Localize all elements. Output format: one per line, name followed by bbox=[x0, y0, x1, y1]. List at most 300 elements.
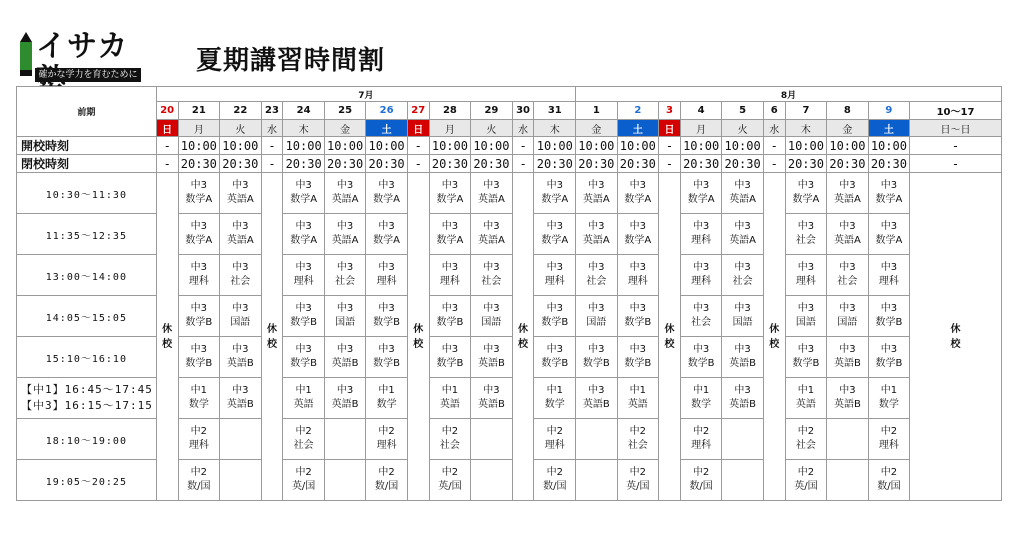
date-cell: 30 bbox=[512, 102, 534, 120]
lesson-text: 中2 bbox=[546, 467, 563, 478]
lesson-text: 中3 bbox=[336, 385, 354, 396]
close-time-cell: - bbox=[659, 155, 681, 173]
lesson-cell bbox=[366, 296, 407, 337]
lesson-text: 中2 bbox=[880, 426, 898, 437]
lesson-text: 英語A bbox=[833, 235, 861, 246]
lesson-text: 中3 bbox=[336, 221, 354, 232]
closed-day-cell bbox=[261, 173, 283, 501]
lesson-cell bbox=[868, 296, 909, 337]
lesson-text: 社会 bbox=[691, 317, 712, 328]
lesson-text: 中3 bbox=[483, 303, 500, 314]
lesson-text: 中2 bbox=[692, 467, 710, 478]
lesson-cell bbox=[576, 296, 617, 337]
lesson-cell bbox=[785, 337, 826, 378]
lesson-text: 中3 bbox=[483, 344, 500, 355]
lesson-text: 英/国 bbox=[794, 481, 818, 492]
lesson-cell bbox=[785, 214, 826, 255]
lesson-text: 英語A bbox=[729, 194, 757, 205]
timetable-table bbox=[16, 86, 1002, 501]
lesson-text: 中3 bbox=[190, 262, 208, 273]
lesson-text: 中3 bbox=[441, 180, 459, 191]
lesson-cell bbox=[283, 378, 324, 419]
lesson-text: 中2 bbox=[797, 426, 815, 437]
lesson-text: 中3 bbox=[190, 344, 208, 355]
lesson-text: 中3 bbox=[880, 262, 898, 273]
lesson-text: 中2 bbox=[546, 426, 563, 437]
open-time-label: 開校時刻 bbox=[17, 137, 157, 155]
lesson-text: 数/国 bbox=[187, 481, 211, 492]
lesson-text: 中3 bbox=[692, 221, 710, 232]
lesson-cell bbox=[617, 460, 658, 501]
lesson-text: 英語B bbox=[729, 358, 757, 369]
lesson-text: 中3 bbox=[295, 344, 312, 355]
lesson-cell bbox=[785, 255, 826, 296]
lesson-text: 中1 bbox=[295, 385, 312, 396]
lesson-cell bbox=[471, 255, 512, 296]
time-slot-label-line: 【中1】16:45〜17:45 bbox=[21, 383, 153, 396]
weekday-cell: 日 bbox=[659, 120, 681, 137]
lesson-text: 理科 bbox=[439, 276, 460, 287]
lesson-text: 数学B bbox=[436, 317, 464, 328]
close-time-cell: 20:30 bbox=[429, 155, 470, 173]
close-time-cell: - bbox=[763, 155, 785, 173]
lesson-text: 数学A bbox=[541, 235, 569, 246]
lesson-text: 中3 bbox=[546, 221, 563, 232]
lesson-text: 中3 bbox=[839, 385, 856, 396]
lesson-text: 英語 bbox=[795, 399, 816, 410]
weekday-cell: 金 bbox=[324, 120, 365, 137]
pencil-icon bbox=[18, 32, 34, 76]
open-time-cell: 10:00 bbox=[220, 137, 261, 155]
lesson-text: 理科 bbox=[188, 440, 209, 451]
lesson-cell bbox=[868, 419, 909, 460]
lesson-text: 中3 bbox=[295, 221, 312, 232]
closed-day-cell bbox=[407, 173, 429, 501]
lesson-cell bbox=[617, 173, 658, 214]
lesson-cell bbox=[617, 378, 658, 419]
lesson-cell bbox=[429, 296, 470, 337]
weekday-cell: 金 bbox=[576, 120, 617, 137]
lesson-text: 理科 bbox=[544, 440, 565, 451]
open-time-cell: 10:00 bbox=[429, 137, 470, 155]
lesson-text: 中3 bbox=[483, 385, 500, 396]
lesson-text: 中3 bbox=[232, 344, 249, 355]
lesson-cell bbox=[534, 378, 576, 419]
lesson-text: 英語 bbox=[293, 399, 314, 410]
lesson-cell bbox=[366, 255, 407, 296]
lesson-cell bbox=[429, 337, 470, 378]
lesson-cell bbox=[178, 460, 219, 501]
lesson-text: 中3 bbox=[629, 221, 646, 232]
lesson-text: 中3 bbox=[839, 180, 856, 191]
lesson-text: 社会 bbox=[795, 440, 816, 451]
lesson-cell bbox=[220, 419, 261, 460]
lesson-text: 英語B bbox=[331, 399, 359, 410]
lesson-text: 数学B bbox=[687, 358, 715, 369]
lesson-cell bbox=[471, 296, 512, 337]
lesson-cell bbox=[722, 255, 763, 296]
close-time-cell: 20:30 bbox=[534, 155, 576, 173]
lesson-text: 数学B bbox=[875, 358, 903, 369]
lesson-text: 理科 bbox=[376, 440, 397, 451]
lesson-text: 数学B bbox=[541, 317, 569, 328]
open-time-cell: 10:00 bbox=[283, 137, 324, 155]
lesson-cell bbox=[324, 460, 365, 501]
date-cell: 25 bbox=[324, 102, 365, 120]
lesson-text: 中3 bbox=[336, 180, 354, 191]
lesson-text: 英語A bbox=[226, 235, 254, 246]
weekday-cell: 水 bbox=[261, 120, 283, 137]
lesson-text: 中3 bbox=[629, 303, 646, 314]
lesson-cell bbox=[827, 296, 868, 337]
open-time-cell: 10:00 bbox=[680, 137, 721, 155]
lesson-cell bbox=[722, 214, 763, 255]
lesson-text: 中3 bbox=[692, 262, 710, 273]
weekday-cell: 水 bbox=[763, 120, 785, 137]
lesson-cell bbox=[283, 419, 324, 460]
lesson-text: 中3 bbox=[734, 385, 751, 396]
lesson-text: 英語A bbox=[833, 194, 861, 205]
weekday-cell: 水 bbox=[512, 120, 534, 137]
lesson-text: 数学A bbox=[624, 235, 652, 246]
lesson-cell bbox=[868, 337, 909, 378]
lesson-text: 中1 bbox=[629, 385, 646, 396]
lesson-cell bbox=[680, 214, 721, 255]
close-time-cell: 20:30 bbox=[283, 155, 324, 173]
lesson-text: 英語A bbox=[582, 194, 610, 205]
weekday-cell: 土 bbox=[366, 120, 407, 137]
date-cell: 23 bbox=[261, 102, 283, 120]
lesson-text: 英語B bbox=[226, 399, 254, 410]
lesson-cell bbox=[178, 337, 219, 378]
lesson-cell bbox=[220, 378, 261, 419]
lesson-text: 中3 bbox=[295, 180, 312, 191]
lesson-cell bbox=[471, 419, 512, 460]
lesson-text: 国語 bbox=[230, 317, 251, 328]
weekday-cell: 火 bbox=[220, 120, 261, 137]
lesson-text: 数学B bbox=[541, 358, 569, 369]
lesson-text: 理科 bbox=[878, 276, 899, 287]
lesson-text: 中3 bbox=[441, 221, 459, 232]
date-cell: 27 bbox=[407, 102, 429, 120]
closed-label: 休校 bbox=[769, 323, 780, 350]
lesson-text: 数/国 bbox=[877, 481, 901, 492]
lesson-text: 英語B bbox=[477, 358, 505, 369]
lesson-cell bbox=[827, 173, 868, 214]
lesson-text: 中3 bbox=[588, 344, 605, 355]
lesson-text: 中3 bbox=[880, 221, 898, 232]
closed-label: 休校 bbox=[266, 323, 277, 350]
lesson-cell bbox=[576, 337, 617, 378]
lesson-text: 中3 bbox=[336, 303, 354, 314]
lesson-text: 理科 bbox=[627, 276, 648, 287]
lesson-text: 数/国 bbox=[689, 481, 713, 492]
lesson-cell bbox=[471, 214, 512, 255]
lesson-cell bbox=[324, 255, 365, 296]
lesson-cell bbox=[827, 214, 868, 255]
lesson-cell bbox=[576, 214, 617, 255]
lesson-text: 中3 bbox=[546, 262, 563, 273]
open-time-cell: - bbox=[659, 137, 681, 155]
lesson-cell bbox=[785, 173, 826, 214]
lesson-cell bbox=[827, 378, 868, 419]
close-time-cell: - bbox=[261, 155, 283, 173]
lesson-text: 中3 bbox=[190, 303, 208, 314]
lesson-text: 国語 bbox=[837, 317, 858, 328]
lesson-text: 中1 bbox=[880, 385, 898, 396]
lesson-text: 中3 bbox=[692, 180, 710, 191]
lesson-text: 英/国 bbox=[626, 481, 650, 492]
lesson-cell bbox=[680, 378, 721, 419]
open-time-cell: 10:00 bbox=[534, 137, 576, 155]
lesson-text: 中3 bbox=[839, 303, 856, 314]
weekday-cell: 日 bbox=[407, 120, 429, 137]
close-time-cell: 20:30 bbox=[827, 155, 868, 173]
lesson-text: 中2 bbox=[295, 467, 312, 478]
lesson-text: 中3 bbox=[483, 221, 500, 232]
lesson-cell bbox=[534, 296, 576, 337]
lesson-text: 中3 bbox=[378, 262, 395, 273]
lesson-text: 数学B bbox=[582, 358, 610, 369]
lesson-cell bbox=[324, 173, 365, 214]
lesson-cell bbox=[576, 378, 617, 419]
date-cell: 6 bbox=[763, 102, 785, 120]
close-time-cell: 20:30 bbox=[324, 155, 365, 173]
lesson-cell bbox=[220, 460, 261, 501]
lesson-cell bbox=[722, 460, 763, 501]
close-time-cell: 20:30 bbox=[722, 155, 763, 173]
lesson-text: 中3 bbox=[797, 344, 815, 355]
closed-day-cell bbox=[910, 173, 1002, 501]
open-time-cell: - bbox=[156, 137, 178, 155]
lesson-text: 中3 bbox=[546, 344, 563, 355]
lesson-cell bbox=[827, 419, 868, 460]
lesson-cell bbox=[429, 255, 470, 296]
lesson-text: 中3 bbox=[734, 221, 751, 232]
lesson-cell bbox=[785, 296, 826, 337]
lesson-cell bbox=[576, 255, 617, 296]
closed-day-cell bbox=[659, 173, 681, 501]
close-time-cell: 20:30 bbox=[617, 155, 658, 173]
lesson-cell bbox=[827, 460, 868, 501]
lesson-text: 数学 bbox=[188, 399, 209, 410]
lesson-text: 社会 bbox=[586, 276, 607, 287]
open-time-cell: - bbox=[512, 137, 534, 155]
lesson-text: 数/国 bbox=[543, 481, 567, 492]
closed-label: 休校 bbox=[518, 323, 529, 350]
lesson-cell bbox=[178, 255, 219, 296]
lesson-cell bbox=[722, 296, 763, 337]
lesson-text: 英語B bbox=[833, 358, 861, 369]
open-time-cell: 10:00 bbox=[617, 137, 658, 155]
lesson-cell bbox=[534, 255, 576, 296]
lesson-text: 中3 bbox=[190, 180, 208, 191]
lesson-cell bbox=[617, 419, 658, 460]
lesson-text: 理科 bbox=[795, 276, 816, 287]
date-cell: 1 bbox=[576, 102, 617, 120]
lesson-text: 中3 bbox=[483, 262, 500, 273]
lesson-cell bbox=[366, 460, 407, 501]
closed-day-cell bbox=[763, 173, 785, 501]
lesson-text: 中3 bbox=[588, 221, 605, 232]
open-time-cell: 10:00 bbox=[722, 137, 763, 155]
lesson-text: 理科 bbox=[878, 440, 899, 451]
lesson-cell bbox=[178, 296, 219, 337]
lesson-text: 英語B bbox=[331, 358, 359, 369]
time-slot-label: 13:00〜14:00 bbox=[17, 255, 157, 296]
lesson-text: 英語B bbox=[729, 399, 757, 410]
open-time-cell: - bbox=[407, 137, 429, 155]
lesson-text: 社会 bbox=[627, 440, 648, 451]
lesson-cell bbox=[471, 173, 512, 214]
lesson-cell bbox=[220, 337, 261, 378]
lesson-text: 英語A bbox=[331, 194, 359, 205]
lesson-text: 数学 bbox=[544, 399, 565, 410]
lesson-cell bbox=[429, 419, 470, 460]
weekday-cell: 月 bbox=[680, 120, 721, 137]
lesson-text: 中1 bbox=[441, 385, 459, 396]
lesson-cell bbox=[534, 419, 576, 460]
open-time-cell: 10:00 bbox=[366, 137, 407, 155]
close-time-cell: 20:30 bbox=[576, 155, 617, 173]
lesson-text: 中3 bbox=[839, 262, 856, 273]
lesson-text: 中2 bbox=[441, 467, 459, 478]
lesson-text: 中2 bbox=[378, 426, 395, 437]
date-cell: 10〜17 bbox=[910, 102, 1002, 120]
month-header-july: 7月 bbox=[156, 87, 575, 102]
lesson-text: 中3 bbox=[880, 303, 898, 314]
lesson-cell bbox=[471, 460, 512, 501]
lesson-text: 数学A bbox=[541, 194, 569, 205]
close-time-cell: 20:30 bbox=[680, 155, 721, 173]
lesson-text: 中3 bbox=[295, 262, 312, 273]
lesson-cell bbox=[534, 460, 576, 501]
lesson-cell bbox=[827, 255, 868, 296]
lesson-text: 英/国 bbox=[438, 481, 462, 492]
lesson-cell bbox=[178, 378, 219, 419]
lesson-cell bbox=[722, 378, 763, 419]
lesson-text: 英語B bbox=[477, 399, 505, 410]
lesson-cell bbox=[722, 337, 763, 378]
lesson-text: 中3 bbox=[734, 344, 751, 355]
date-cell: 21 bbox=[178, 102, 219, 120]
lesson-cell bbox=[534, 214, 576, 255]
lesson-cell bbox=[785, 378, 826, 419]
lesson-text: 中2 bbox=[629, 467, 646, 478]
lesson-text: 中1 bbox=[378, 385, 395, 396]
lesson-text: 国語 bbox=[586, 317, 607, 328]
lesson-text: 中2 bbox=[441, 426, 459, 437]
lesson-cell bbox=[680, 419, 721, 460]
lesson-cell bbox=[471, 337, 512, 378]
lesson-text: 中1 bbox=[692, 385, 710, 396]
date-cell: 5 bbox=[722, 102, 763, 120]
close-time-cell: 20:30 bbox=[220, 155, 261, 173]
lesson-text: 中3 bbox=[880, 180, 898, 191]
lesson-text: 国語 bbox=[481, 317, 502, 328]
lesson-text: 中2 bbox=[295, 426, 312, 437]
lesson-text: 中3 bbox=[483, 180, 500, 191]
lesson-text: 社会 bbox=[293, 440, 314, 451]
lesson-text: 数学B bbox=[624, 358, 652, 369]
lesson-cell bbox=[366, 173, 407, 214]
lesson-text: 数学 bbox=[878, 399, 899, 410]
lesson-text: 中3 bbox=[588, 385, 605, 396]
lesson-cell bbox=[868, 460, 909, 501]
date-cell: 9 bbox=[868, 102, 909, 120]
page-title: 夏期講習時間割 bbox=[196, 46, 386, 76]
lesson-cell bbox=[680, 255, 721, 296]
date-cell: 31 bbox=[534, 102, 576, 120]
time-slot-label: 18:10〜19:00 bbox=[17, 419, 157, 460]
lesson-text: 数学A bbox=[436, 194, 464, 205]
lesson-cell bbox=[178, 214, 219, 255]
closed-day-cell bbox=[156, 173, 178, 501]
lesson-text: 数学B bbox=[875, 317, 903, 328]
lesson-text: 社会 bbox=[732, 276, 753, 287]
weekday-cell: 金 bbox=[827, 120, 868, 137]
open-time-cell: - bbox=[261, 137, 283, 155]
lesson-text: 数学A bbox=[875, 235, 903, 246]
lesson-text: 理科 bbox=[691, 235, 712, 246]
lesson-text: 数学A bbox=[792, 194, 820, 205]
lesson-cell bbox=[868, 378, 909, 419]
lesson-text: 数学B bbox=[185, 358, 213, 369]
lesson-cell bbox=[617, 296, 658, 337]
lesson-text: 中2 bbox=[629, 426, 646, 437]
lesson-text: 英語B bbox=[582, 399, 610, 410]
lesson-text: 数学B bbox=[436, 358, 464, 369]
time-slot-label: 15:10〜16:10 bbox=[17, 337, 157, 378]
lesson-text: 数学B bbox=[624, 317, 652, 328]
lesson-text: 社会 bbox=[439, 440, 460, 451]
lesson-text: 社会 bbox=[335, 276, 356, 287]
lesson-text: 数学B bbox=[373, 358, 401, 369]
lesson-text: 中3 bbox=[692, 303, 710, 314]
lesson-cell bbox=[324, 296, 365, 337]
lesson-text: 数学A bbox=[436, 235, 464, 246]
time-slot-label: 10:30〜11:30 bbox=[17, 173, 157, 214]
lesson-text: 中3 bbox=[629, 262, 646, 273]
lesson-text: 中3 bbox=[378, 303, 395, 314]
close-time-cell: - bbox=[512, 155, 534, 173]
lesson-text: 中3 bbox=[692, 344, 710, 355]
date-cell: 22 bbox=[220, 102, 261, 120]
date-cell: 20 bbox=[156, 102, 178, 120]
lesson-cell bbox=[324, 378, 365, 419]
close-time-cell: 20:30 bbox=[471, 155, 512, 173]
lesson-cell bbox=[366, 337, 407, 378]
lesson-text: 中3 bbox=[232, 262, 249, 273]
lesson-text: 数学A bbox=[687, 194, 715, 205]
lesson-text: 中3 bbox=[797, 262, 815, 273]
lesson-text: 英語 bbox=[627, 399, 648, 410]
weekday-cell: 日 bbox=[156, 120, 178, 137]
lesson-cell bbox=[283, 255, 324, 296]
lesson-cell bbox=[680, 460, 721, 501]
lesson-text: 理科 bbox=[691, 276, 712, 287]
lesson-text: 数学A bbox=[373, 235, 401, 246]
lesson-cell bbox=[680, 337, 721, 378]
weekday-cell: 木 bbox=[283, 120, 324, 137]
lesson-text: 中3 bbox=[797, 221, 815, 232]
lesson-cell bbox=[576, 419, 617, 460]
lesson-text: 中3 bbox=[378, 344, 395, 355]
logo-name: イサカ bbox=[36, 29, 129, 64]
close-time-cell: - bbox=[407, 155, 429, 173]
lesson-text: 数学A bbox=[290, 235, 318, 246]
lesson-cell bbox=[576, 460, 617, 501]
